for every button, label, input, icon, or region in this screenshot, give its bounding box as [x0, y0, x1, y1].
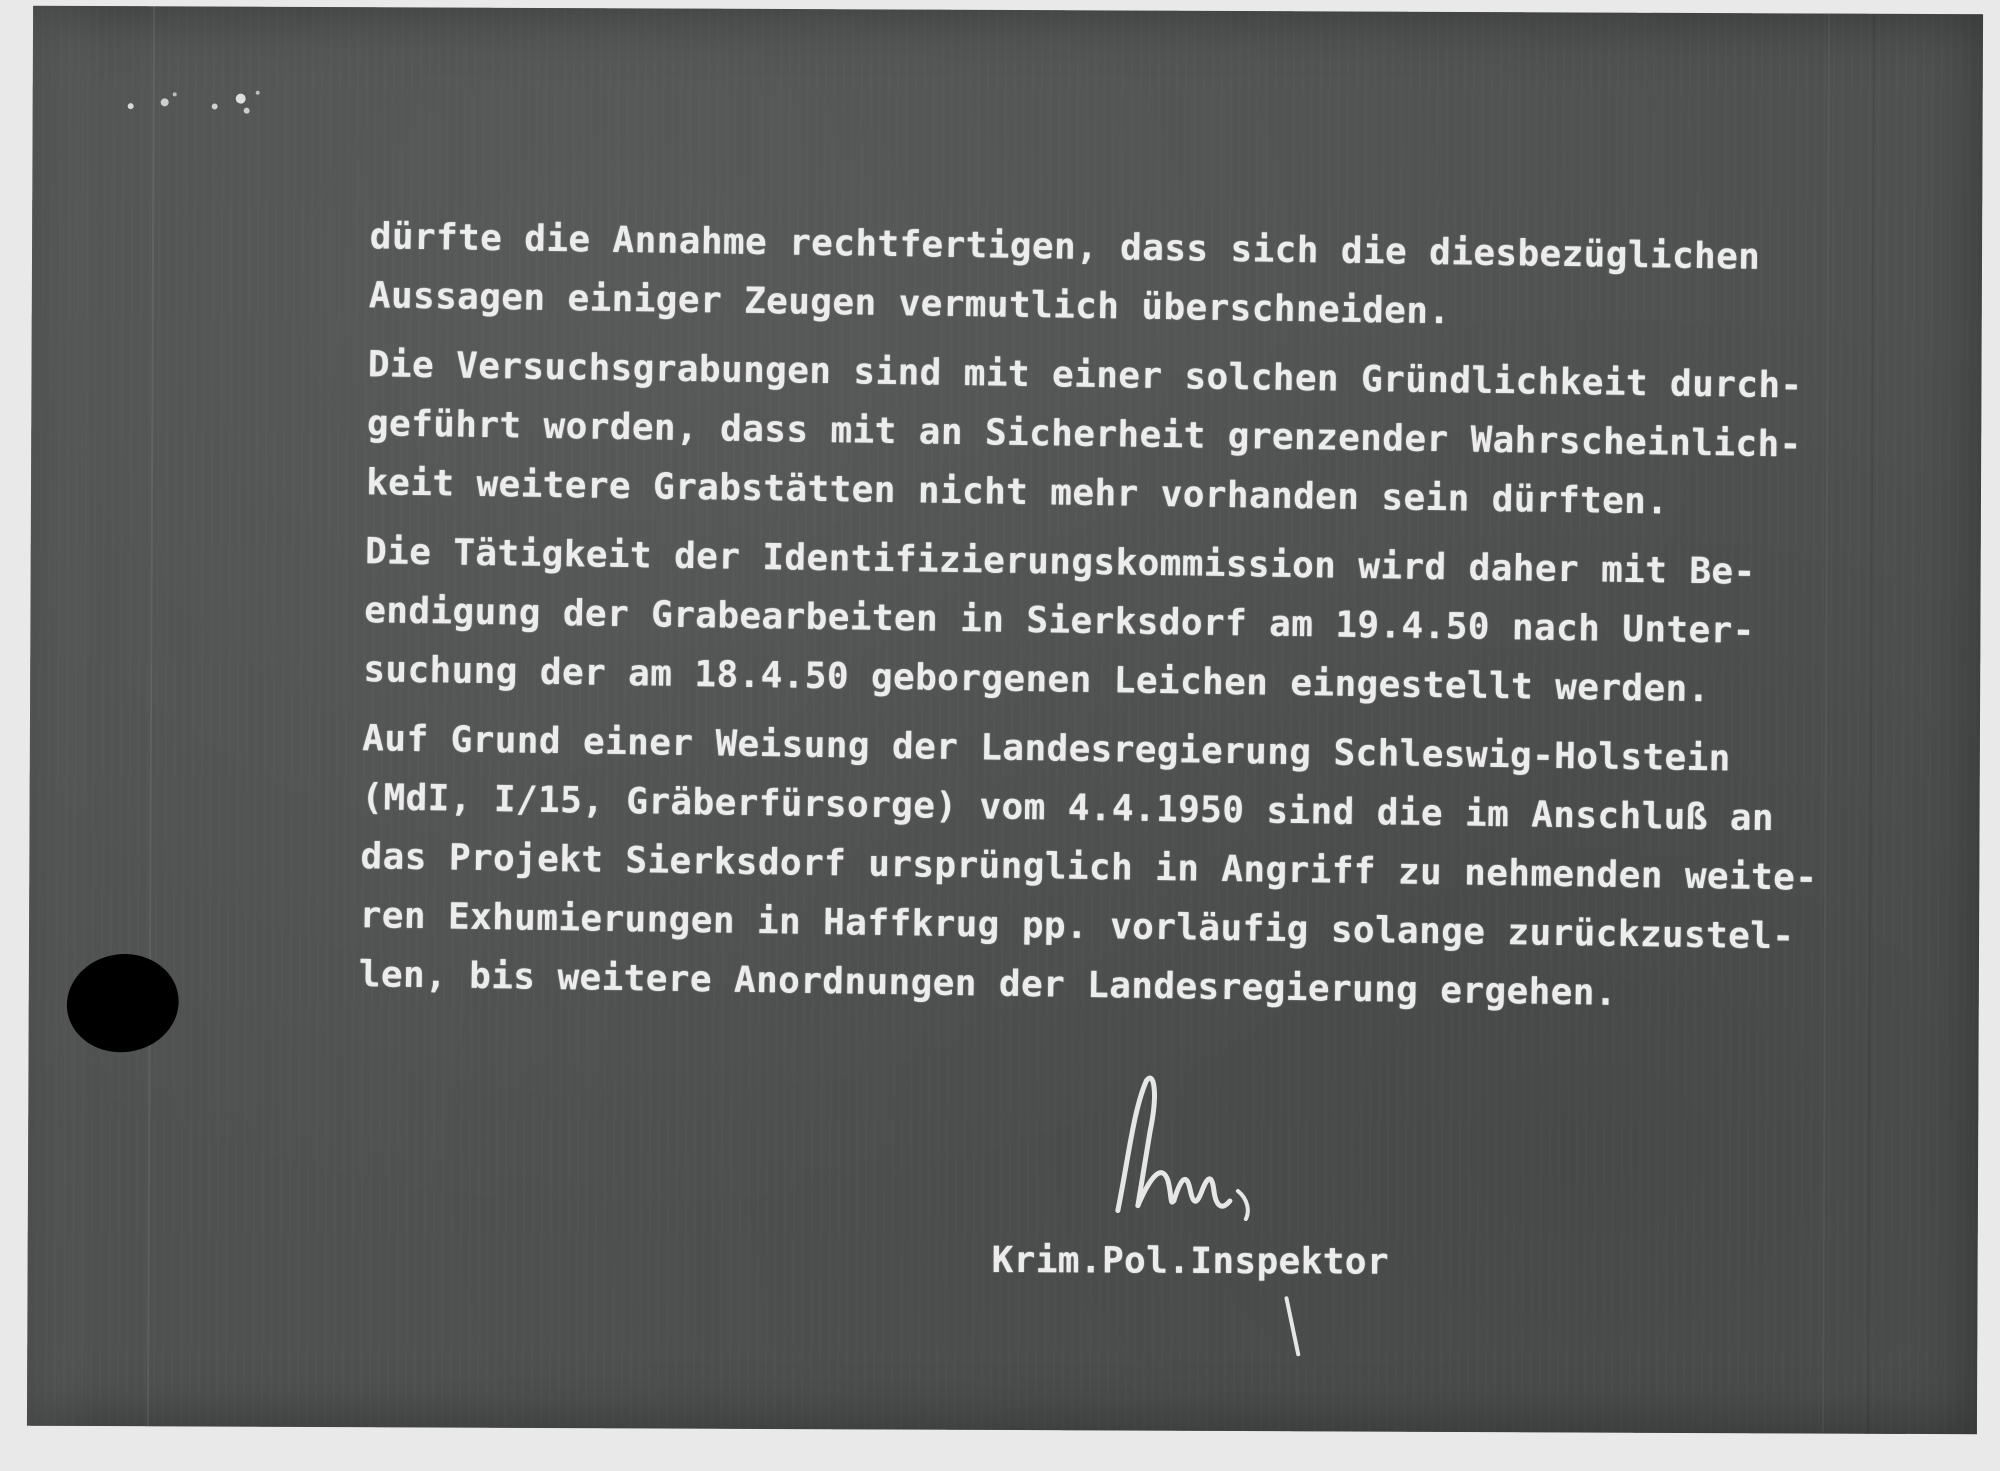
sheet-edge-shading: [27, 6, 103, 1426]
typed-letter-body: [358, 207, 1930, 1037]
paragraph: [366, 335, 1928, 535]
text-line: das Projekt Sierksdorf ursprünglich in Angriff zu nehmenden weite-: [360, 836, 1818, 899]
text-line: suchung der am 18.4.50 geborgenen Leichen eingestellt werden.: [363, 649, 1711, 711]
paragraph: [358, 709, 1922, 1027]
handwritten-signature-icon: [1098, 1070, 1269, 1221]
text-line: Auf Grund einer Weisung der Landesregierung Schleswig-Holstein: [362, 718, 1732, 780]
text-line: dürfte die Annahme rechtfertigen, dass sich die diesbezüglichen: [369, 216, 1761, 278]
text-line: ren Exhumierungen in Haffkrug pp. vorläufig solange zurückzustel-: [359, 895, 1795, 958]
photographed-sheet: [27, 6, 1983, 1434]
text-line: len, bis weitere Anordnungen der Landesregierung ergehen.: [358, 954, 1618, 1014]
text-line: (MdI, I/15, Gräberfürsorge) vom 4.4.1950 sind die im Anschluß an: [361, 777, 1775, 840]
film-scratch: [147, 6, 155, 1426]
paragraph: [368, 207, 1930, 348]
signature-title: Krim.Pol.Inspektor: [991, 1239, 1390, 1283]
paragraph: [363, 522, 1925, 722]
text-line: endigung der Grabearbeiten in Sierksdorf am 19.4.50 nach Unter-: [363, 590, 1756, 652]
text-line: Aussagen einiger Zeugen vermutlich überschneiden.: [368, 275, 1451, 333]
text-line: Die Versuchsgrabungen sind mit einer solchen Gründlichkeit durch-: [367, 344, 1803, 407]
signature-tail-icon: [1282, 1296, 1302, 1356]
text-line: Die Tätigkeit der Identifizierungskommission wird daher mit Be-: [364, 531, 1756, 593]
text-line: geführt worden, dass mit an Sicherheit grenzender Wahrscheinlich-: [366, 403, 1802, 466]
text-line: keit weitere Grabstätten nicht mehr vorhanden sein dürften.: [365, 462, 1669, 523]
dust-specks-icon: [123, 76, 323, 137]
